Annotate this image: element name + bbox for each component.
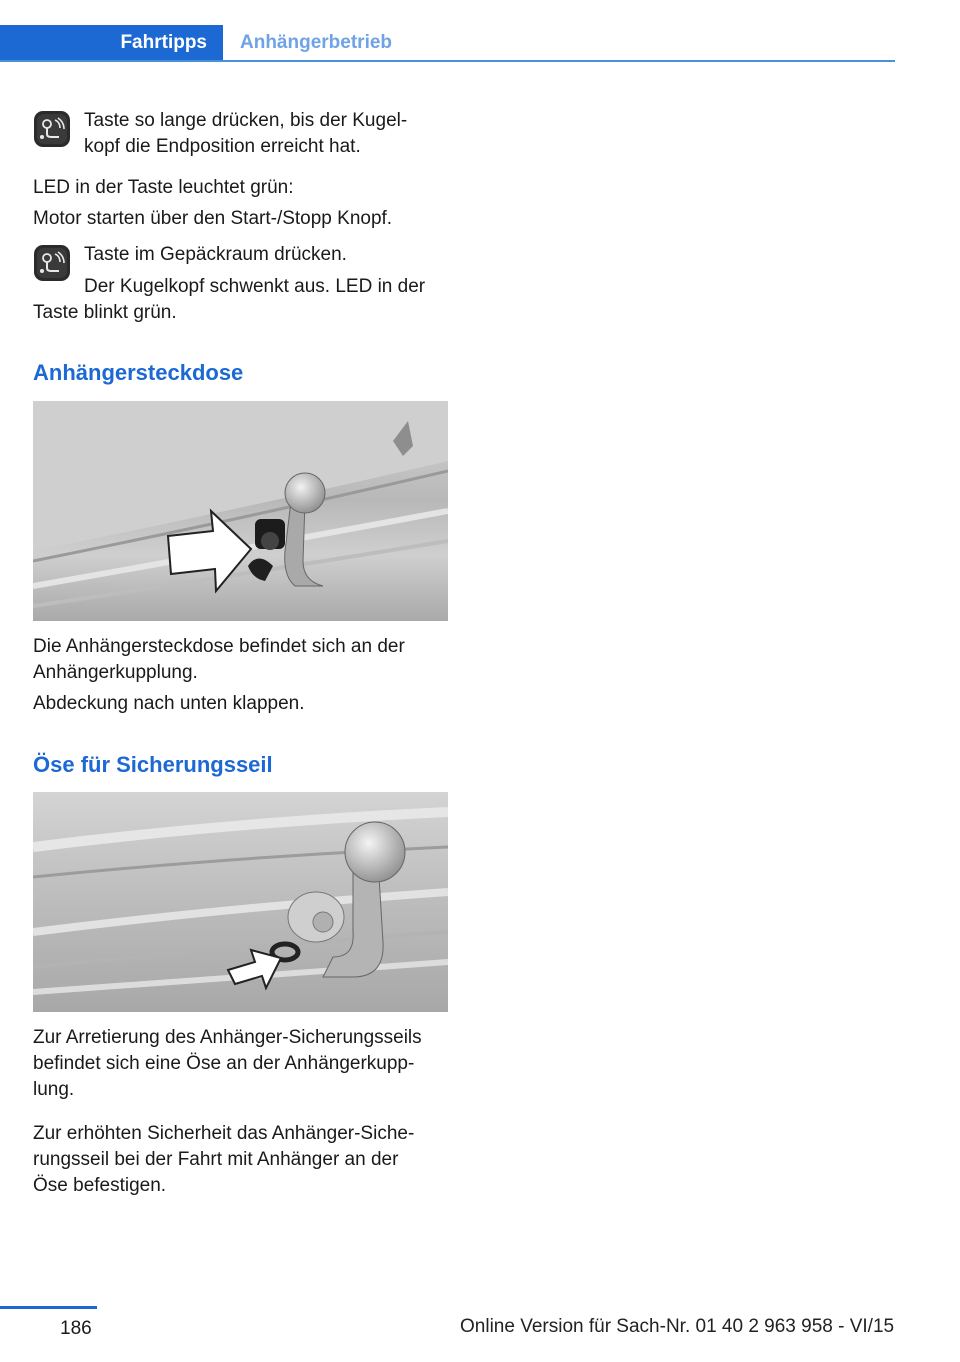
figure-trailer-socket [33,401,448,621]
step-1-line-1: Taste so lange drücken, bis der Kugel- [84,110,408,131]
section-2-para-1-line-2: befindet sich eine Öse an der Anhängerkupp- [33,1053,415,1074]
section-2-para-2-line-3: Öse befestigen. [33,1175,167,1196]
tab-anhaengerbetrieb-label: Anhängerbetrieb [240,32,393,53]
section-2-para-2-line-1: Zur erhöhten Sicherheit das Anhänger-Siche- [33,1123,415,1144]
section-1-para-1-line-1: Die Anhängersteckdose befindet sich an der [33,636,405,657]
trailer-socket-illustration [33,401,448,621]
page-number-rule [0,1306,97,1309]
tab-fahrtipps[interactable] [0,25,223,61]
section-2-para-1-line-1: Zur Arretierung des Anhänger-Sicherungsseils [33,1027,422,1048]
step-1 [33,108,453,160]
step-1-line-2: kopf die Endposition erreicht hat. [84,136,361,157]
online-version-footer: Online Version für Sach-Nr. 01 40 2 963 958 - VI/15 [460,1316,895,1337]
tab-fahrtipps-label: Fahrtipps [120,32,207,53]
safety-rope-eyelet-illustration [33,792,448,1012]
section-title-anhaengersteckdose: Anhängersteckdose [33,360,244,385]
step-2 [33,242,453,268]
tow-hitch-button-icon [33,110,71,148]
header-divider [0,60,895,62]
motor-start-text: Motor starten über den Start-/Stopp Knopf. [33,208,393,229]
section-1-para-1-line-2: Anhängerkupplung. [33,662,198,683]
step-2-line-1: Taste im Gepäckraum drücken. [84,244,347,265]
section-title-oese: Öse für Sicherungsseil [33,752,273,777]
section-2-para-1-line-3: lung. [33,1079,75,1100]
section-2-para-2-line-2: rungsseil bei der Fahrt mit Anhänger an der [33,1149,399,1170]
figure-safety-rope-eyelet [33,792,448,1012]
step-2-line-2: Der Kugelkopf schwenkt aus. LED in der [84,276,426,297]
step-2-line-3: Taste blinkt grün. [33,302,177,323]
section-1-para-2: Abdeckung nach unten klappen. [33,693,305,714]
tab-anhaengerbetrieb[interactable] [240,25,392,61]
page-number: 186 [60,1318,92,1339]
led-green-text: LED in der Taste leuchtet grün: [33,177,294,198]
